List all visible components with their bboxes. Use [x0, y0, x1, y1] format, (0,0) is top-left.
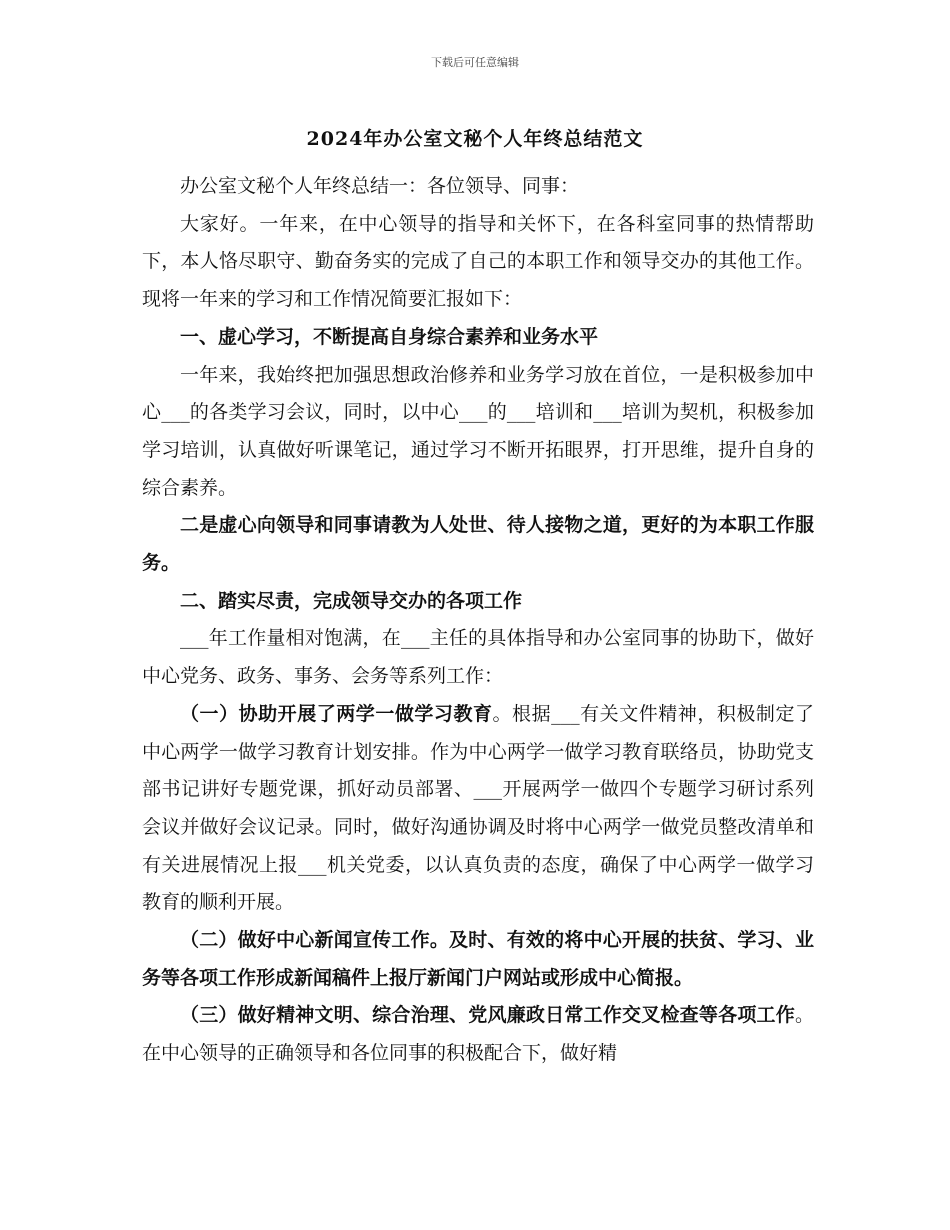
- item-1-lead: （一）协助开展了两学一做学习教育: [180, 702, 493, 725]
- item-3-lead: （三）做好精神文明、综合治理、党风廉政日常工作交叉检查等各项工作: [180, 1004, 795, 1027]
- section-1-paragraph: 一年来，我始终把加强思想政治修养和业务学习放在首位，一是积极参加中心___的各类学习会议，同时，以中心___的___培训和___培训为契机，积极参加学习培训，认真做好听课笔记，通过学习不断开拓眼界，打开思维，提升自身的综合素养。: [142, 363, 814, 499]
- item-2-paragraph: （二）做好中心新闻宣传工作。及时、有效的将中心开展的扶贫、学习、业务等各项工作形成新闻稿件上报厅新闻门户网站或形成中心简报。: [142, 929, 814, 989]
- document-title: 2024年办公室文秘个人年终总结范文: [306, 128, 644, 150]
- section-1-point-2: 二是虚心向领导和同事请教为人处世、待人接物之道，更好的为本职工作服务。: [142, 514, 814, 575]
- item-1-paragraph: [142, 696, 814, 922]
- document-body: [142, 168, 814, 1073]
- section-2-intro: ___年工作量相对饱满，在___主任的具体指导和办公室同事的协助下，做好中心党务、政务、事务、会务等系列工作：: [142, 627, 814, 688]
- section-heading-2: 二、踏实尽责，完成领导交办的各项工作: [180, 589, 523, 612]
- section-heading-1: 一、虚心学习，不断提高自身综合素养和业务水平: [180, 325, 599, 348]
- header-note: 下载后可任意编辑: [431, 56, 519, 69]
- item-3-paragraph: [142, 997, 814, 1072]
- intro-paragraph: 大家好。一年来，在中心领导的指导和关怀下，在各科室同事的热情帮助下，本人恪尽职守、勤奋务实的完成了自己的本职工作和领导交办的其他工作。现将一年来的学习和工作情况简要汇报如下：: [142, 212, 814, 311]
- greeting-paragraph: 办公室文秘个人年终总结一：各位领导、同事：: [180, 175, 580, 197]
- item-3-text: 。在中心领导的正确领导和各位同事的积极配合下，做好精: [142, 1004, 814, 1065]
- item-1-text: 。根据___有关文件精神，积极制定了中心两学一做学习教育计划安排。作为中心两学一做学习教育联络员，协助党支部书记讲好专题党课，抓好动员部署、___开展两学一做四个专题学习研讨系列会议并做好会议记录。同时，做好沟通协调及时将中心两学一做党员整改清单和有关进展情况上报___机关党委，以认真负责的态度，确保了中心两学一做学习教育的顺利开展。: [142, 702, 814, 914]
